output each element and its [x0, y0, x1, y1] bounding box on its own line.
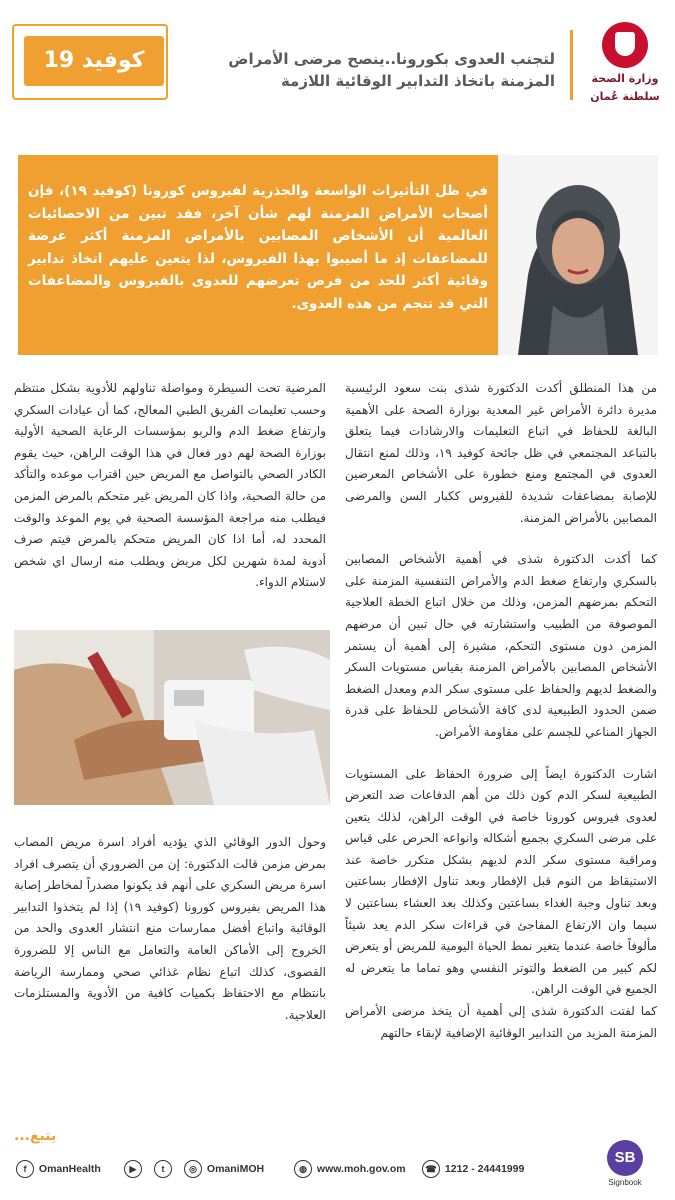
youtube-icon[interactable]: ▶: [122, 1158, 144, 1180]
glucose-test-photo: [14, 630, 330, 805]
doctor-portrait: [498, 155, 658, 355]
globe-icon: ◍: [294, 1160, 312, 1178]
paragraph: وحول الدور الوقائي الذي يؤديه أفراد اسرة مريض المصاب بمرض مزمن قالت الدكتورة: إن من الضروري أن يتصرف افراد اسرة مريض السكري على أنهم قد يكونوا مصدراً لمخاطر إصابة هذا المريض بفيروس كورونا (كوفيد ١٩) إذا لم يتخذوا التدابير الوقائية واتباع أفضل ممارسات منع انتشار العدوى والحد من الخروج إلى الأماكن العامة والتعامل مع الناس إلا للضرورة القصوى، كذلك اتباع نظام غذائي صحي وممارسة الرياضة بانتظام مع الاحتفاظ بكميات كافية من الأدوية والمستلزمات العلاجية.: [14, 835, 326, 1022]
website-link[interactable]: ◍ www.moh.gov.om: [292, 1158, 406, 1180]
instagram-link[interactable]: ◎ OmaniMOH: [182, 1158, 264, 1180]
paragraph: كما أكدت الدكتورة شذى في أهمية الأشخاص المصابين بالسكري وارتفاع ضغط الدم والأمراض التنفسية المزمنة على التحكم بمرضهم المزمن، وذلك من خلال اتباع الخطة العلاجية الموصوفة من الطبيب واستشارته في حال تبين أن مرضهم المزمن دون مستوى التحكم، مشيرة إلى أهمية أن يستمر الأشخاص المصابين بالأمراض المزمنة بقياس مستويات السكر والضغط لديهم والحفاظ على مستوى سكر الدم ومعدل الضغط ضمن الحدود الطبيعية لدى كافة الأشخاص للحفاظ على قدرة الجهاز المناعي للجسم على مقاومة الأمراض.: [345, 552, 657, 739]
article-column-left-top: [14, 378, 326, 614]
intro-text: في ظل التأثيرات الواسعة والجذرية لفيروس كورونا (كوفيد ١٩)، فإن أصحاب الأمراض المزمنة لهم شأن آخر، فقد تبين من الاحصائيات العالمية أن الأشخاص المصابين بالأمراض المزمنة أكثر عرضة للمضاعفات إذ ما أصيبوا بهذا الفيروس، لذا يتعين عليهم اتخاذ تدابير وقائية أكثر للحد من فرص تعرضهم للعدوى بالفيروس والمضاعفات التي قد تنجم من هذه العدوى.: [28, 183, 488, 312]
facebook-link[interactable]: f OmanHealth: [14, 1158, 101, 1180]
header-divider: [570, 30, 573, 100]
page-title: لتجنب العدوى بكورونا..ينصح مرضى الأمراض المزمنة باتخاذ التدابير الوقائية اللازمة: [228, 50, 555, 90]
logo-line2: سلطنة عُمان: [590, 90, 660, 103]
paragraph: المرضية تحت السيطرة ومواصلة تناولهم للأدوية بشكل منتظم وحسب تعليمات الفريق الطبي المعالج، كما أن عيادات السكري وارتفاع ضغط الدم والربو بمؤسسات الرعاية الصحية الأولية بوزارة الصحة لهم دور فعال في هذا الوقت الراهن، حيث يقوم الكادر الصحي بالتواصل مع المريض حين اقتراب موعده والتأكد من حالة الصحية، واذا كان المريض غير متحكم بالمرض المزمن فيطلب منه مراجعة المؤسسة الصحية في يوم الموعد والوقت المحدد له، أما اذا كان المريض متحكم بالمرض فيتم صرف أدوية لمدة شهرين لكل مريض ويطلب منه ارسال اي شخص لاستلام الدواء.: [14, 381, 326, 590]
article-column-left-bottom: [14, 832, 326, 1046]
paragraph: من هذا المنطلق أكدت الدكتورة شذى بنت سعود الرئيسية مديرة دائرة الأمراض غير المعدية بوزارة الصحة على الأهمية البالغة للحفاظ في اتباع التعليمات والارشادات فيما يتعلق بالتباعد المجتمعي في ظل جائحة كوفيد ١٩، وذلك لمنع انتقال العدوى في المجتمع ومنع خطورة على الأشخاص المعرضين للإصابة بمضاعفات شديدة للفيروس ككبار السن والمرضى المصابين بالأمراض المزمنة.: [345, 381, 657, 525]
covid-badge: كوفيد 19: [24, 36, 164, 86]
paragraph: كما لفتت الدكتورة شذى إلى أهمية أن يتخذ مرضى الأمراض المزمنة المزيد من التدابير الوقائية الإضافية لإبقاء حالتهم: [345, 1004, 657, 1040]
oman-emblem-icon: [602, 22, 648, 68]
twitter-icon[interactable]: t: [152, 1158, 174, 1180]
instagram-icon: ◎: [184, 1160, 202, 1178]
ministry-logo: [590, 22, 660, 107]
logo-line1: وزارة الصحة: [591, 72, 659, 85]
facebook-icon: f: [16, 1160, 34, 1178]
article-column-right: [345, 378, 657, 1044]
continued-label: يتبع...: [14, 1128, 57, 1144]
signbook-icon: SB: [607, 1140, 643, 1176]
phone-icon: ☎: [422, 1160, 440, 1178]
phone-link[interactable]: ☎ 1212 - 24441999: [420, 1158, 524, 1180]
signbook-logo: SB Signbook: [600, 1140, 650, 1190]
footer: [0, 1142, 675, 1200]
paragraph: اشارت الدكتورة ايضاً إلى ضرورة الحفاظ على المستويات الطبيعية لسكر الدم كون ذلك من أهم الدفاعات ضد التعرض لعدوى فيروس كورونا خاصة في الوقت الراهن، لذلك يتعين على مرضى السكري بجميع أشكاله وانواعه الحرص على قياس ومراقبة مستوى سكر الدم لديهم بشكل متكرر خاصة عند الاستيقاظ من النوم قبل الإفطار وبعد تناول الإفطار بساعتين وبعد تناول وجبة الغداء بساعتين وكذلك بعد العشاء بساعتين لا سيما وان الارتفاع المفاجئ في قراءات سكر الدم يعد شيئاً مألوفاً خاصة عندما يتغير نمط الحياة اليومية للمريض أو يتعرض لكم كبير من الضغط والتوتر النفسي وهو تماما ما يتعرض له الجميع في الوقت الراهن.: [345, 766, 657, 997]
